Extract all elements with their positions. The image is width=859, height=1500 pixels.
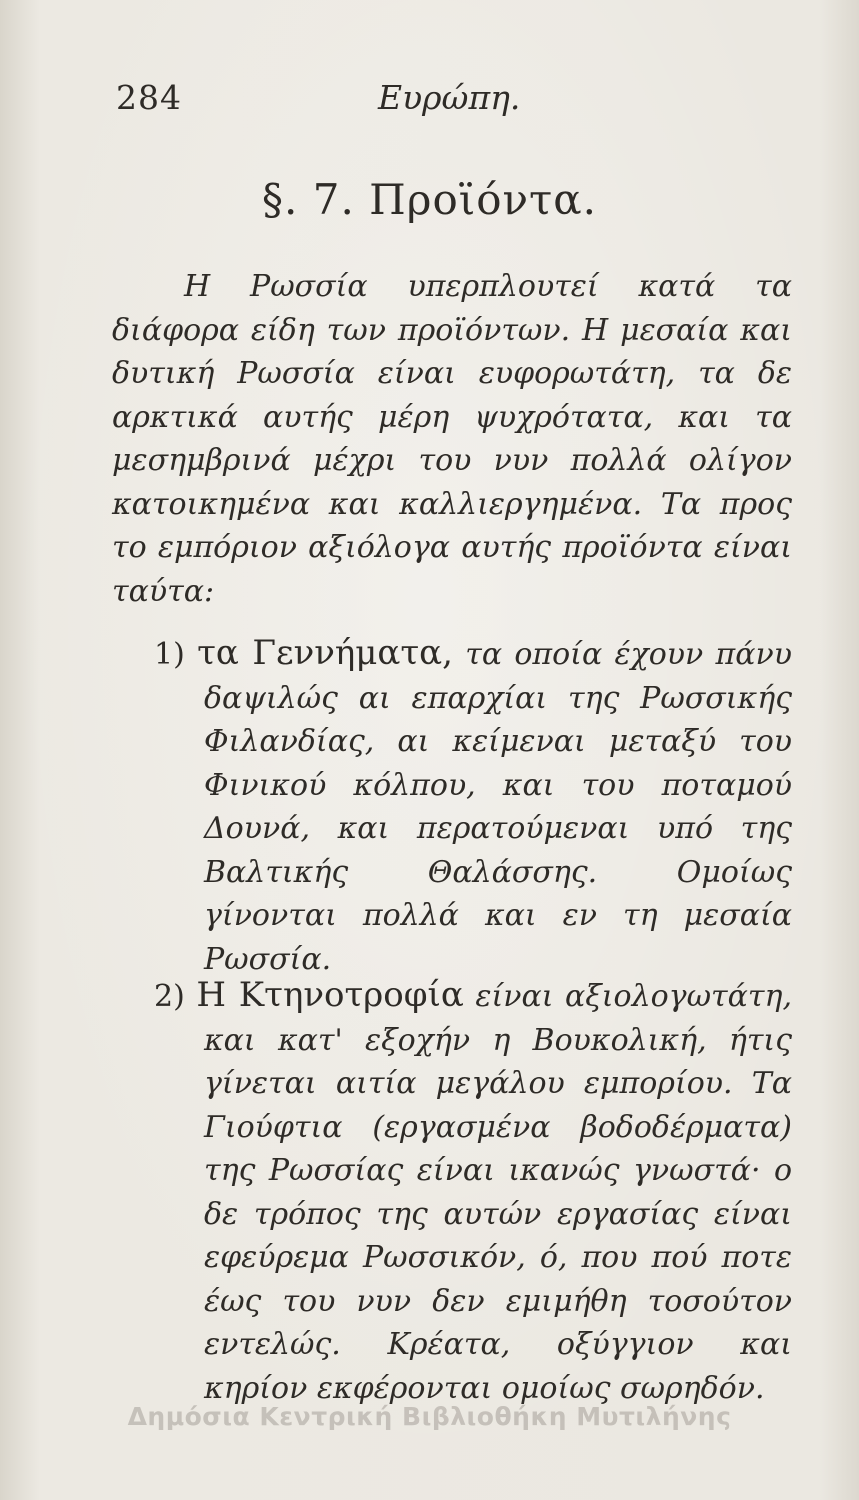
- library-watermark: Δημόσια Κεντρική Βιβλιοθήκη Μυτιλήνης: [127, 1402, 732, 1431]
- list-item-grain: [112, 632, 792, 981]
- list-item-text: τα οποία έχουν πάνυ δαψιλώς αι επαρχίαι της Ρωσσικής Φιλανδίας, αι κείμεναι μεταξύ του Φινικού κόλπου, και του ποταμού Δουνά, και περατούμεναι υπό της Βαλτικής Θαλάσσης. Ομοίως γίνονται πολλά και εν τη μεσαία Ρωσσία.: [204, 637, 793, 977]
- list-item-lead: Η Κτηνοτροφία: [196, 975, 464, 1015]
- list-item-paragraph: [112, 632, 792, 981]
- page-header: [0, 78, 859, 128]
- list-item-livestock: [112, 974, 792, 1410]
- running-head: Ευρώπη.: [378, 78, 521, 117]
- page-number: 284: [116, 78, 182, 117]
- intro-paragraph: Η Ρωσσία υπερπλουτεί κατά τα διάφορα είδη των προϊόντων. Η μεσαία και δυτική Ρωσσία είναι ευφορωτάτη, τα δε αρκτικά αυτής μέρη ψυχρότατα, και τα μεσημβρινά μέχρι του νυν πολλά ολίγον κατοικημένα και καλλιεργημένα. Τα προς το εμπόριον αξιόλογα αυτής προϊόντα είναι ταύτα:: [112, 269, 792, 609]
- list-item-paragraph: [112, 974, 792, 1410]
- list-item-number: 1): [154, 637, 185, 672]
- list-item-text: είναι αξιολογωτάτη, και κατ' εξοχήν η Βουκολική, ήτις γίνεται αιτία μεγάλου εμπορίου. Τα Γιούφτια (εργασμένα βοδοδέρματα) της Ρωσσίας είναι ικανώς γνωστά· ο δε τρόπος της αυτών εργασίας είναι εφεύρεμα Ρωσσικόν, ό, που πού ποτε έως του νυν δεν εμιμήθη τοσούτον εντελώς. Κρέατα, οξύγγιον και κηρίον εκφέρονται ομοίως σωρηδόν.: [204, 979, 793, 1406]
- list-item-lead: τα Γεννήματα,: [197, 633, 453, 673]
- list-item-number: 2): [154, 979, 185, 1014]
- section-title: §. 7. Προϊόντα.: [262, 175, 597, 224]
